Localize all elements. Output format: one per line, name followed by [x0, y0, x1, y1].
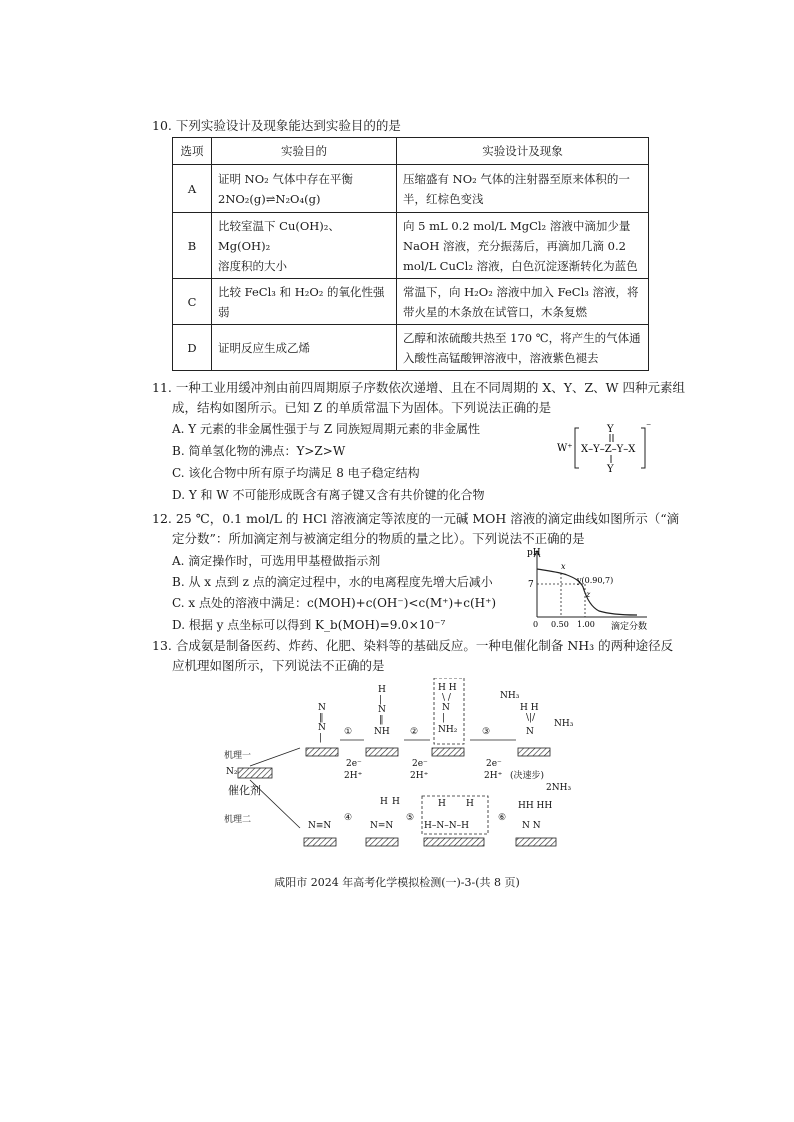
svg-text:H: H [438, 799, 446, 809]
aim-line: 比较室温下 Cu(OH)₂、Mg(OH)₂ [218, 218, 340, 253]
q13-line1: 13. 合成氨是制备医药、炸药、化肥、染料等的基础反应。一种电催化制备 NH₃ 的两种途径反 [152, 638, 674, 653]
q12-line1: 12. 25 ℃，0.1 mol/L 的 HCl 溶液滴定等浓度的一元碱 MOH 溶液的滴定曲线如图所示（“滴 [152, 511, 680, 526]
header-aim: 实验目的 [212, 138, 397, 165]
graph-xlabel: 滴定分数 [611, 622, 648, 632]
svg-text:NH₂: NH₂ [438, 725, 458, 735]
svg-text:|: | [319, 733, 323, 743]
header-option: 选项 [173, 138, 212, 165]
q12-option-c: C. x 点处的溶液中满足：c(MOH)+c(OH⁻)<c(M⁺)+c(H⁺) [172, 596, 497, 610]
label-n2: N₂ [226, 767, 238, 777]
svg-text:H: H [380, 797, 388, 807]
svg-text:H: H [466, 799, 474, 809]
label-mech2: 机理二 [224, 815, 252, 825]
svg-text:H H: H H [438, 683, 457, 693]
svg-text:\|/: \|/ [526, 713, 536, 723]
row-option: B [173, 213, 212, 279]
table-row [173, 165, 649, 213]
header-design: 实验设计及现象 [397, 138, 649, 165]
q11-line1: 11. 一种工业用缓冲剂由前四周期原子序数依次递增、且在不同周期的 X、Y、Z、W 四种元素组 [152, 380, 685, 395]
row-aim [212, 165, 397, 213]
row-design: 压缩盛有 NO₂ 气体的注射器至原来体积的一半，红棕色变浅 [397, 165, 649, 213]
h-2: 2H⁺ [410, 771, 429, 781]
q11-option-c: C. 该化合物中所有原子均满足 8 电子稳定结构 [172, 466, 420, 480]
struct-charge: ⁻ [646, 422, 652, 433]
q11-option-d: D. Y 和 W 不可能形成既含有离子键又含有共价键的化合物 [172, 488, 485, 502]
svg-text:‖: ‖ [319, 713, 324, 723]
aim-line: 证明反应生成乙烯 [218, 340, 310, 355]
e-2: 2e⁻ [412, 759, 428, 769]
row-design: 乙醇和浓硫酸共热至 170 ℃，将产生的气体通入酸性高锰酸钾溶液中，溶液紫色褪去 [397, 325, 649, 371]
row-option: D [173, 325, 212, 371]
nh3-1: NH₃ [500, 691, 520, 701]
aim-line: 溶度积的大小 [218, 258, 287, 273]
svg-text:N=N: N=N [370, 821, 394, 831]
struct-bottom: Y [607, 464, 614, 475]
label-mech1: 机理一 [224, 751, 252, 761]
row-aim [212, 213, 397, 279]
h-1: 2H⁺ [344, 771, 363, 781]
svg-text:\ /: \ / [442, 693, 451, 703]
graph-x050: 0.50 [551, 620, 569, 629]
q13-line2: 应机理如图所示，下列说法不正确的是 [172, 658, 385, 673]
graph-x0: 0 [533, 620, 539, 629]
struct-cation: W⁺ [557, 443, 573, 454]
svg-text:|: | [442, 713, 446, 723]
table-row [173, 325, 649, 371]
row-aim [212, 325, 397, 371]
q12-option-b: B. 从 x 点到 z 点的滴定过程中，水的电离程度先增大后减小 [172, 575, 493, 589]
table-row [173, 213, 649, 279]
row-option: A [173, 165, 212, 213]
graph-y7: 7 [528, 580, 534, 590]
svg-text:|: | [379, 695, 383, 705]
svg-text:N≡N: N≡N [308, 821, 332, 831]
e-1: 2e⁻ [346, 759, 362, 769]
nh3-2: NH₃ [554, 719, 574, 729]
q10-table [172, 137, 649, 371]
graph-point-x: x [561, 562, 566, 571]
q11-option-a: A. Y 元素的非金属性强于与 Z 同族短周期元素的非金属性 [172, 422, 481, 436]
svg-text:N: N [318, 723, 326, 733]
aim-line: 2NO₂(g)⇌N₂O₄(g) [218, 191, 321, 206]
label-catalyst: 催化剂 [228, 784, 261, 797]
aim-line: 证明 NO₂ 气体中存在平衡 [218, 171, 353, 186]
graph-point-z: z [586, 590, 591, 599]
step-5: ⑤ [406, 813, 415, 823]
step-6: ⑥ [498, 813, 507, 823]
struct-chain: X–Y–Z–Y–X [581, 444, 636, 455]
graph-ylabel: pH [527, 548, 541, 558]
aim-line: 比较 FeCl₃ 和 H₂O₂ 的氧化性强弱 [218, 284, 385, 319]
page-footer: 咸阳市 2024 年高考化学模拟检测(一)-3-(共 8 页) [274, 876, 520, 889]
q10-title: 10. 下列实验设计及现象能达到实验目的的是 [152, 118, 401, 133]
row-aim [212, 279, 397, 325]
svg-text:N: N [442, 703, 450, 713]
q13-mechanism-diagram [220, 678, 620, 856]
step-4: ④ [344, 813, 353, 823]
row-design: 向 5 mL 0.2 mol/L MgCl₂ 溶液中滴加少量 NaOH 溶液，充分振荡后，再滴加几滴 0.2 mol/L CuCl₂ 溶液，白色沉淀逐渐转化为蓝色 [397, 213, 649, 279]
svg-text:NH: NH [374, 727, 390, 737]
q11-structure [555, 418, 655, 478]
struct-top: Y [607, 424, 614, 435]
svg-text:N: N [318, 703, 326, 713]
label-rds: (决速步) [510, 771, 545, 781]
q12-line2: 定分数”：所加滴定剂与被滴定组分的物质的量之比）。下列说法不正确的是 [172, 531, 585, 546]
svg-text:H H: H H [520, 703, 539, 713]
step-2: ② [410, 727, 419, 737]
svg-text:H: H [378, 685, 386, 695]
svg-text:‖: ‖ [379, 715, 384, 725]
q12-option-d: D. 根据 y 点坐标可以得到 K_b(MOH)=9.0×10⁻⁷ [172, 618, 446, 632]
svg-text:H–N–N–H: H–N–N–H [424, 821, 469, 831]
row-design: 常温下，向 H₂O₂ 溶液中加入 FeCl₃ 溶液，将带火星的木条放在试管口，木条复燃 [397, 279, 649, 325]
svg-text:N: N [378, 705, 386, 715]
step-1: ① [344, 727, 353, 737]
svg-text:N N: N N [522, 821, 541, 831]
row-option: C [173, 279, 212, 325]
table-header-row [173, 138, 649, 165]
graph-x100: 1.00 [577, 620, 595, 629]
h-3: 2H⁺ [484, 771, 503, 781]
svg-text:N: N [526, 727, 534, 737]
svg-text:H: H [392, 797, 400, 807]
nh3-3: 2NH₃ [546, 783, 572, 793]
q11-line2: 成，结构如图所示。已知 Z 的单质常温下为固体。下列说法正确的是 [172, 400, 552, 415]
graph-point-y: y(0.90,7) [577, 576, 614, 585]
q11-option-b: B. 简单氢化物的沸点：Y>Z>W [172, 444, 346, 458]
svg-text:HH HH: HH HH [518, 801, 553, 811]
step-3: ③ [482, 727, 491, 737]
q12-titration-graph [525, 545, 660, 637]
e-3: 2e⁻ [486, 759, 502, 769]
table-row [173, 279, 649, 325]
q12-option-a: A. 滴定操作时，可选用甲基橙做指示剂 [172, 554, 381, 568]
